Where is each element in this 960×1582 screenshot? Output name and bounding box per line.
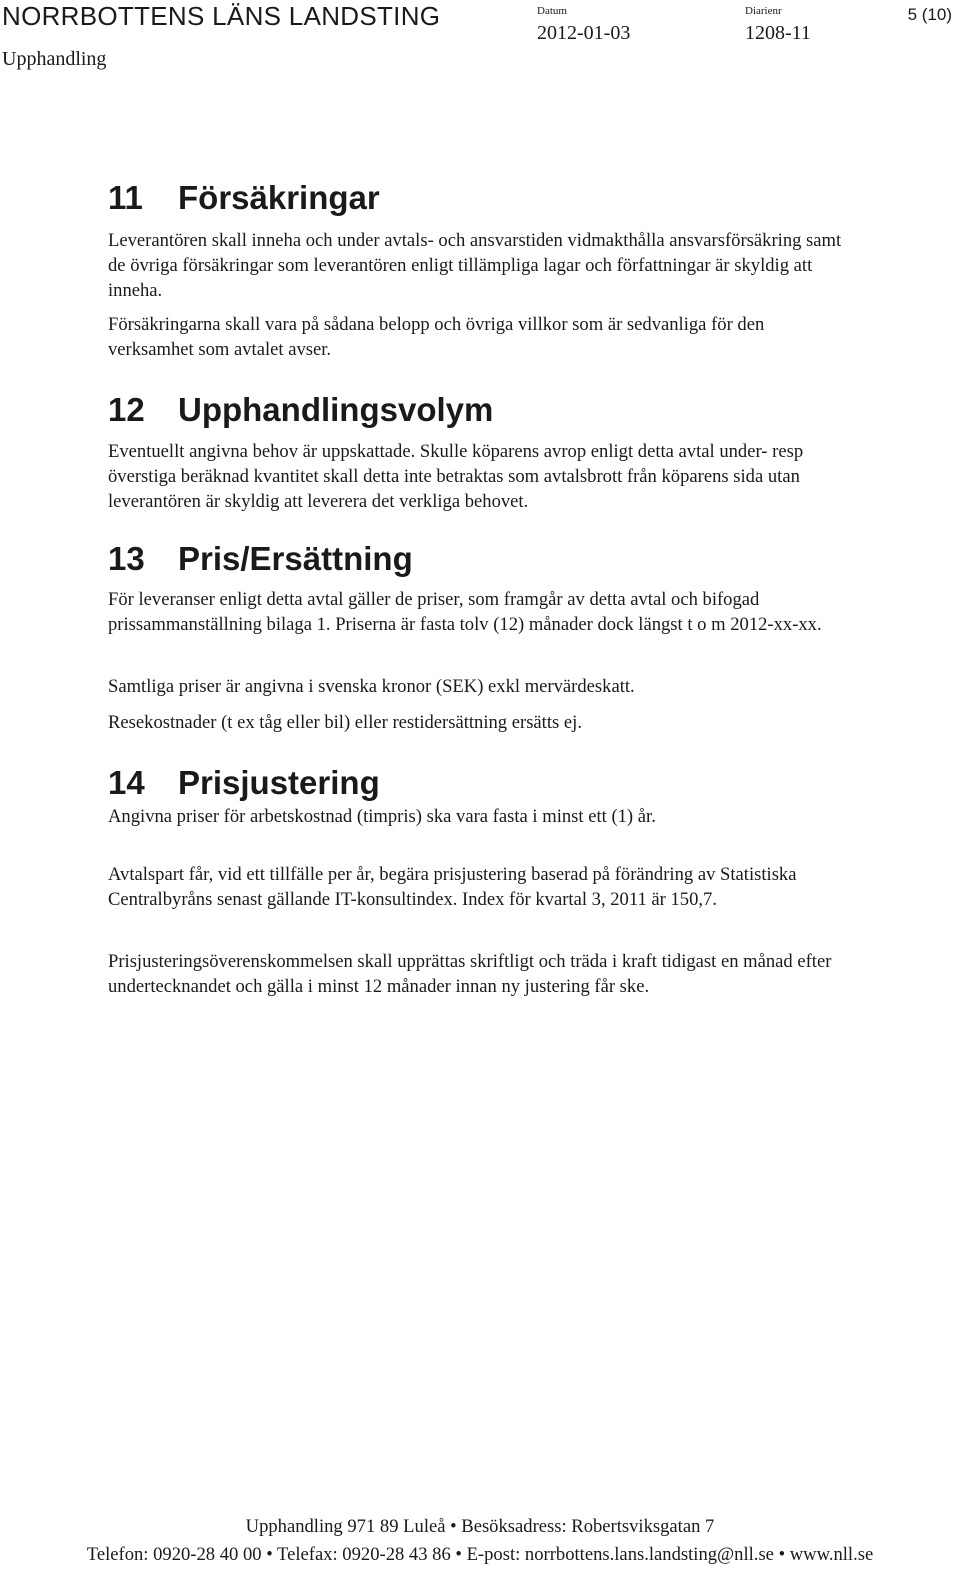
section-heading-13 — [108, 540, 413, 578]
date-value: 2012-01-03 — [537, 22, 631, 44]
paragraph: Avtalspart får, vid ett tillfälle per år, begära prisjustering baserad på förändring av Statistiska Centralbyråns senast gällande IT-konsultindex. Index för kvartal 3, 2011 är 150,7. — [108, 864, 797, 910]
paragraph: Samtliga priser är angivna i svenska kronor (SEK) exkl mervärdeskatt. — [108, 676, 635, 697]
paragraph: För leveranser enligt detta avtal gäller de priser, som framgår av detta avtal och bifogad prissammanställning bilaga 1. Priserna är fasta tolv (12) månader dock längst t o m 2012-xx-xx. — [108, 589, 822, 635]
diarienr-value: 1208-11 — [745, 22, 811, 44]
section-title: Försäkringar — [178, 179, 380, 216]
section-title: Pris/Ersättning — [178, 540, 413, 577]
page-number: 5 (10) — [907, 5, 952, 24]
footer-contact: Telefon: 0920-28 40 00 • Telefax: 0920-28 43 86 • E-post: norrbottens.lans.landsting@nll.se • www.nll.se — [86, 1544, 874, 1565]
section-heading-14 — [108, 764, 380, 802]
paragraph: Resekostnader (t ex tåg eller bil) eller restidersättning ersätts ej. — [108, 712, 582, 733]
paragraph: Angivna priser för arbetskostnad (timpris) ska vara fasta i minst ett (1) år. — [108, 806, 656, 827]
section-number: 13 — [108, 540, 145, 577]
diarienr-label: Diarienr — [745, 5, 782, 17]
paragraph: Prisjusteringsöverenskommelsen skall upprättas skriftligt och träda i kraft tidigast en månad efter undertecknandet och gälla i minst 12 månader innan ny justering får ske. — [108, 951, 832, 997]
section-heading-11 — [108, 179, 380, 217]
paragraph: Eventuellt angivna behov är uppskattade. Skulle köparens avrop enligt detta avtal under- resp överstiga beräknad kvantitet skall detta inte betraktas som avtalsbrott från köparens sida utan leverantören är skyldig att leverera det verkliga behovet. — [108, 441, 804, 512]
section-title: Upphandlingsvolym — [178, 391, 494, 428]
section-title: Prisjustering — [178, 764, 380, 801]
section-number: 12 — [108, 391, 145, 428]
paragraph: Försäkringarna skall vara på sådana belopp och övriga villkor som är sedvanliga för den verksamhet som avtalet avser. — [108, 314, 765, 360]
section-heading-12 — [108, 391, 493, 429]
section-number: 14 — [108, 764, 145, 801]
department-name: Upphandling — [2, 48, 107, 70]
date-label: Datum — [537, 5, 567, 17]
organization-name: NORRBOTTENS LÄNS LANDSTING — [2, 1, 441, 31]
section-number: 11 — [108, 179, 143, 216]
footer-address: Upphandling 971 89 Luleå • Besöksadress: Robertsviksgatan 7 — [245, 1516, 715, 1537]
paragraph: Leverantören skall inneha och under avtals- och ansvarstiden vidmakthålla ansvarsförsäkring samt de övriga försäkringar som leverantören enligt tillämpliga lagar och författningar är skyldig att inneha. — [108, 230, 842, 301]
